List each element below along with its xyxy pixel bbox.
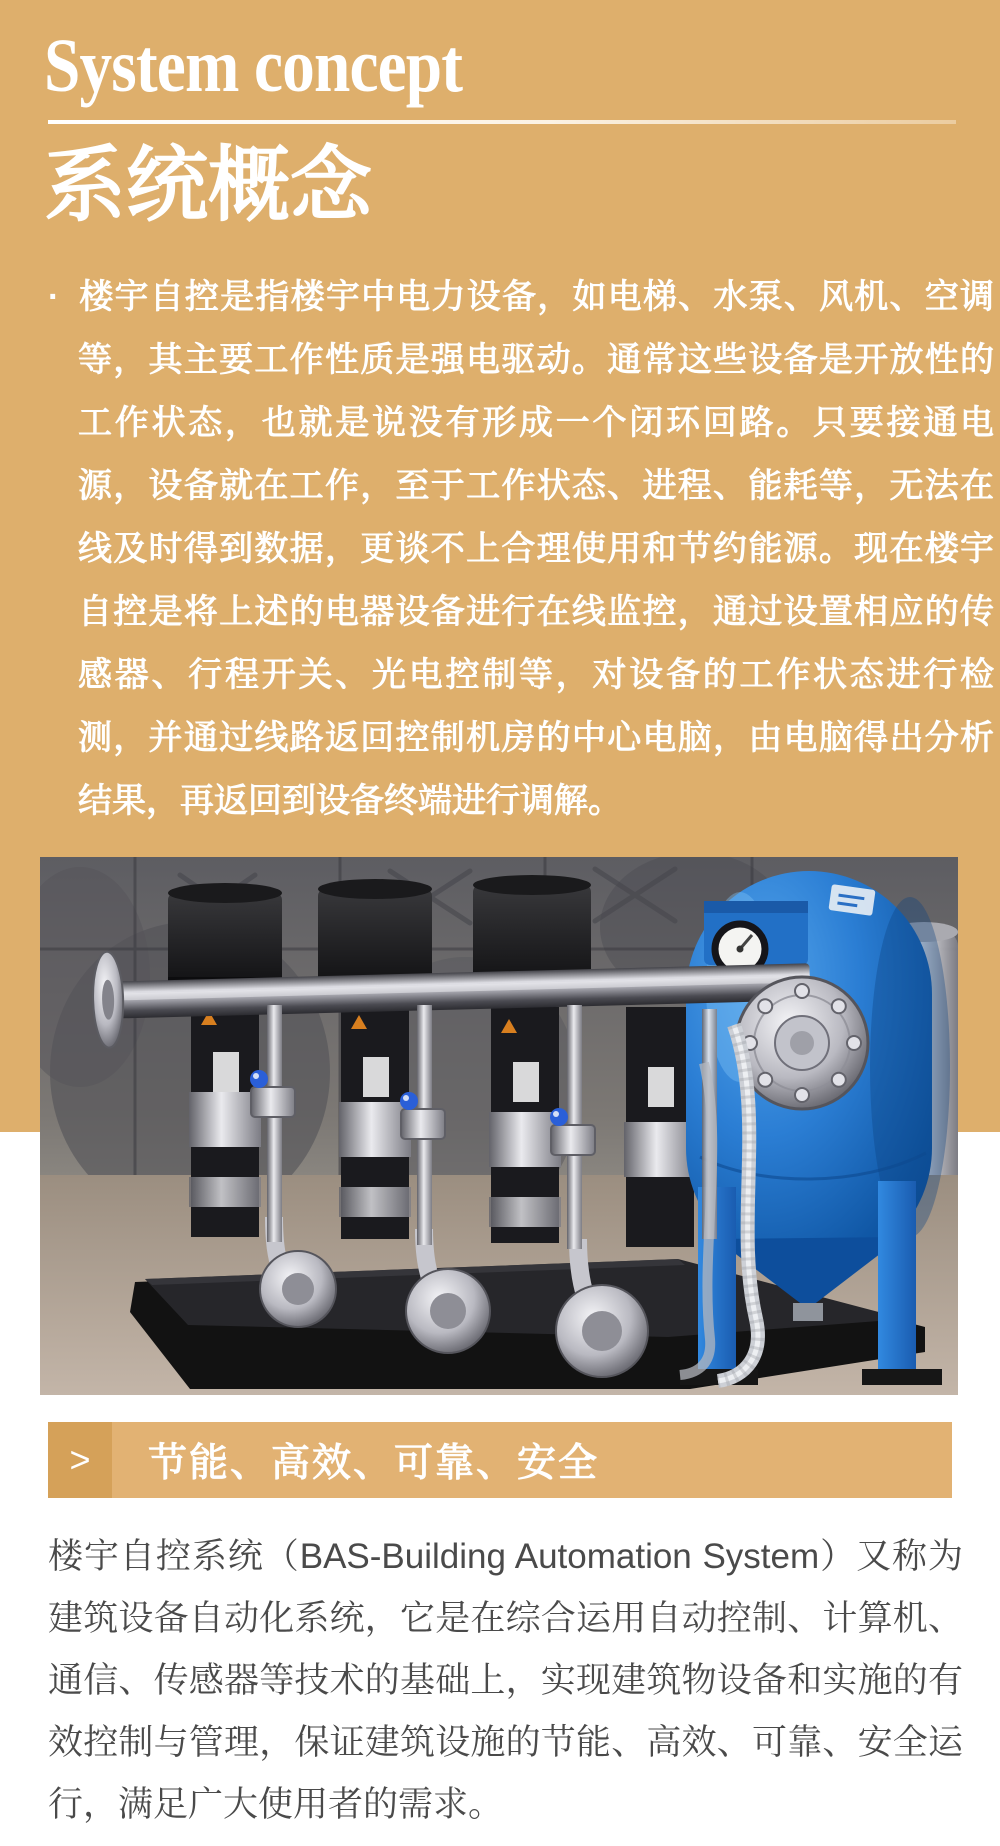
chevron-box bbox=[48, 1422, 112, 1498]
intro-paragraph-text: 楼宇自控是指楼宇中电力设备，如电梯、水泵、风机、空调等，其主要工作性质是强电驱动。通常这些设备是开放性的工作状态，也就是说没有形成一个闭环回路。只要接通电源，设备就在工作，至于工作状态、进程、能耗等，无法在线及时得到数据，更谈不上合理使用和节约能源。现在楼宇自控是将上述的电器设备进行在线监控，通过设置相应的传感器、行程开关、光电控制等，对设备的工作状态进行检测，并通过线路返回控制机房的中心电脑，由电脑得出分析结果，再返回到设备终端进行调解。 bbox=[78, 278, 994, 820]
pump-equipment-illustration bbox=[40, 857, 958, 1395]
pump-equipment-photo bbox=[40, 857, 958, 1395]
bullet-marker: · bbox=[48, 278, 60, 316]
title-underline bbox=[48, 120, 956, 124]
chevron-right-icon: > bbox=[69, 1439, 91, 1480]
page-title-zh: 系统概念 bbox=[44, 140, 373, 231]
intro-paragraph bbox=[48, 266, 994, 833]
feature-heading: 节能、高效、可靠、安全 bbox=[112, 1422, 952, 1498]
page-title-en: System concept bbox=[44, 24, 463, 108]
feature-heading-bar bbox=[48, 1422, 952, 1498]
bas-description-paragraph: 楼宇自控系统（BAS-Building Automation System）又称为建筑设备自动化系统，它是在综合运用自动控制、计算机、通信、传感器等技术的基础上，实现建筑物设备和实施的有效控制与管理，保证建筑设施的节能、高效、可靠、安全运行，满足广大使用者的需求。 bbox=[48, 1537, 963, 1824]
